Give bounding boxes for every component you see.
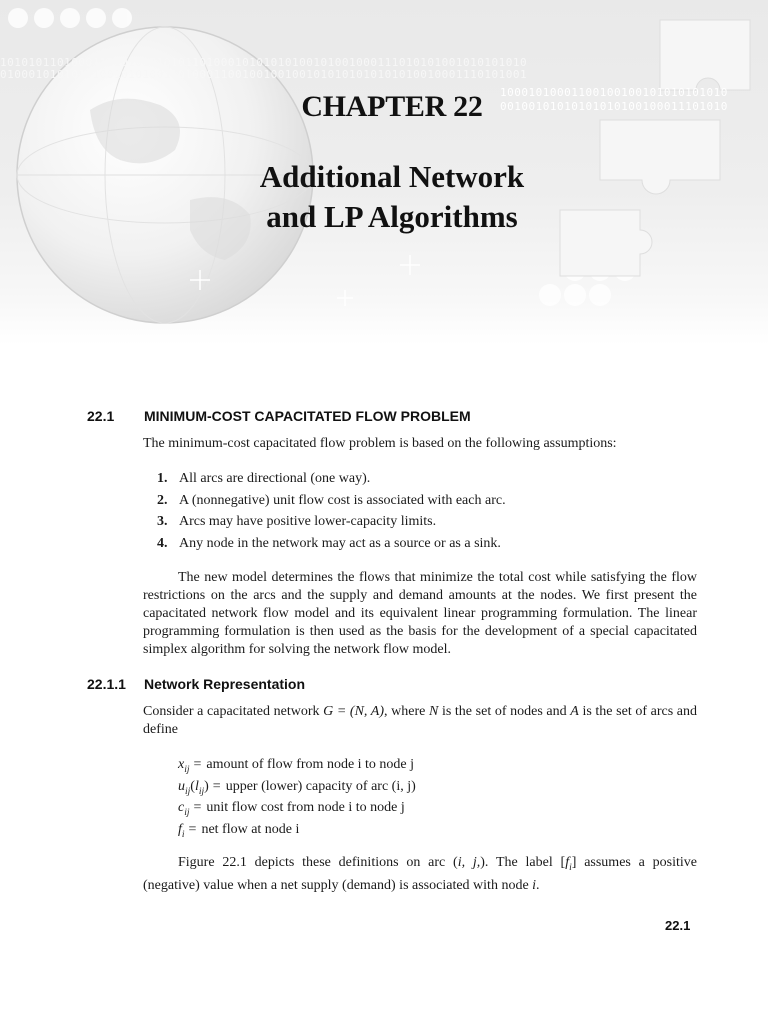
text-run: . [536,877,540,893]
text-run: , where [384,704,429,719]
math-symbol: $u_{ij}(l_{ij})$ [178,778,209,797]
figure-reference-paragraph [143,854,697,895]
list-number: 3. [157,514,168,529]
list-item [157,468,697,490]
section-paragraph: The new model determines the flows that minimize the total cost while satisfying the flow restrictions on the arcs and the supply and demand amounts at the nodes. We first present the capacitated network flow model and its equivalent linear programming formulation. The linear programming formulation is then used as the basis for the development of a special capacitated simplex algorithm for solving the network flow model. [143,570,697,657]
text-run: Figure 22.1 depicts these definitions on arc ( [178,855,458,870]
subsection-intro [143,703,697,739]
section-number: 22.1 [87,408,115,424]
text-run: Consider a capacitated network [143,704,324,719]
list-item [157,533,697,555]
list-number: 4. [157,535,168,551]
definition-text: upper (lower) capacity of arc (i, j) [225,778,416,794]
binary-decor: 10101011010001101010101010110100010101010100101001000111010101001010101010 [0,56,528,69]
list-text: Arcs may have positive lower-capacity limits. [179,514,437,529]
binary-decor: 10001010001100100100101010101010 [500,86,728,99]
definition-text: net flow at node i [201,821,300,837]
definition-text: unit flow cost from node i to node j [206,800,405,815]
math-symbol: N [428,704,439,719]
list-item [157,511,697,533]
text-run: is the set of nodes and [438,704,571,719]
math-symbol: $f_i$ [178,821,185,840]
text-run: ). The label [ [480,855,566,870]
definition-text: amount of flow from node i to node j [206,757,415,772]
chapter-title-line: and LP Algorithms [266,199,518,234]
subsection-title: Network Representation [144,676,306,692]
math-symbol: $x_{ij}$ [178,757,190,775]
list-item [157,490,697,512]
chapter-title [0,157,768,237]
definition-row: $x_{ij}$ = amount of flow from node i to node j [178,754,416,776]
definition-row: $c_{ij}$ = unit flow cost from node i to node j [178,797,416,819]
binary-decor: 00100101010101010100100011101010 [500,100,728,113]
chapter-title-line: Additional Network [259,159,525,194]
definition-row: $f_i$ = net flow at node i [178,819,416,841]
definition-row: $u_{ij}(l_{ij})$ = upper (lower) capacity of arc (i, j) [178,776,416,798]
list-text: Any node in the network may act as a source or as a sink. [179,535,501,551]
subsection-number: 22.1.1 [87,676,126,692]
math-expression: G = (N, A) [323,704,385,719]
text-run: ] assumes a positive (negative) value when a net supply (demand) is associated with node [143,855,697,893]
section-title: MINIMUM-COST CAPACITATED FLOW PROBLEM [144,408,471,424]
math-symbol: $c_{ij}$ [178,800,190,818]
list-text: All arcs are directional (one way). [179,471,371,486]
math-expression: i, j, [457,855,481,870]
page-number: 22.1 [665,918,691,933]
list-number: 1. [157,471,168,486]
math-subscript: i [569,862,572,873]
list-text: A (nonnegative) unit flow cost is associated with each arc. [179,492,506,508]
math-symbol: i [532,877,537,893]
section-intro: The minimum-cost capacitated flow problem is based on the following assumptions: [143,436,617,451]
list-number: 2. [157,492,168,508]
math-symbol: A [570,704,579,719]
definition-list [178,754,416,840]
assumption-list [157,468,697,554]
text-run: is the set of arcs and define [143,704,698,737]
math-symbol: f [565,855,570,870]
binary-decor: 01000101010101001010100110100011001001001001010101010101010010001110101001 [0,68,528,81]
chapter-label: CHAPTER 22 [301,90,483,123]
